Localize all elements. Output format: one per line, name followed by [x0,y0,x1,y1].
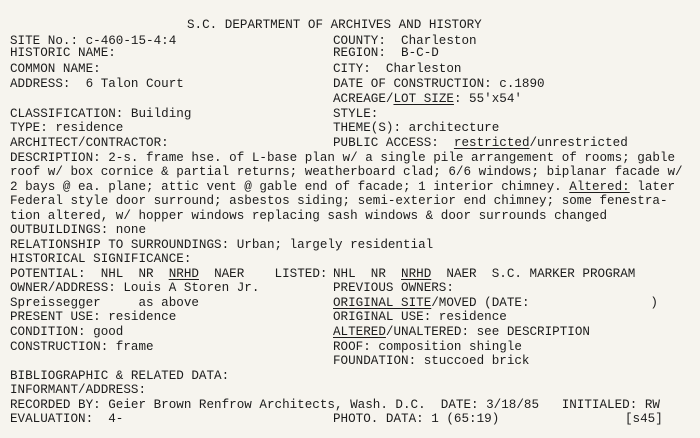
potential-a: POTENTIAL: NHL NR [10,267,169,281]
potential-c: NAER LISTED: [198,267,328,281]
lot-size-value: : 55'x54' [453,92,522,106]
city: CITY: Charleston [333,62,462,76]
common-name: COMMON NAME: [10,62,101,76]
historical-significance: HISTORICAL SIGNIFICANCE: [10,252,192,266]
altered-unaltered [333,324,590,340]
description-line-3-a: 2 bays @ ea. plane; attic vent @ gable end of facade; 1 interior chimney. [10,180,570,194]
owner-address: OWNER/ADDRESS: Louis A Storen Jr. [10,281,260,295]
style: STYLE: [333,107,379,121]
description-line-1: DESCRIPTION: 2-s. frame hse. of L-base plan w/ a single pile arrangement of rooms; gable [10,151,676,165]
original-use: ORIGINAL USE: residence [333,310,507,324]
public-access-label: PUBLIC ACCESS: [333,136,454,150]
public-access [333,135,628,151]
region: REGION: B-C-D [333,46,439,60]
altered-label: Altered: [569,180,630,194]
moved-date: /MOVED (DATE: ) [431,296,658,310]
public-access-unrestricted: /unrestricted [529,136,628,150]
acreage-label: ACREAGE/ [333,92,394,106]
public-access-restricted: restricted [453,136,530,150]
listed-a: NHL NR [333,267,402,281]
themes: THEME(S): architecture [333,121,500,135]
informant-address: INFORMANT/ADDRESS: [10,383,147,397]
description-line-3-c: later [629,180,676,194]
classification: CLASSIFICATION: Building [10,107,192,121]
county: COUNTY: Charleston [333,34,477,48]
photo-data: PHOTO. DATA: 1 (65:19) [333,412,500,426]
outbuildings: OUTBUILDINGS: none [10,223,147,237]
date-of-construction: DATE OF CONSTRUCTION: c.1890 [333,77,545,91]
listed-nrhd: NRHD [401,267,432,281]
construction: CONSTRUCTION: frame [10,340,154,354]
owner-address-line-2: Spreissegger as above [10,296,199,310]
condition: CONDITION: good [10,325,124,339]
lot-size-label: LOT SIZE [393,92,454,106]
architect-contractor: ARCHITECT/CONTRACTOR: [10,136,169,150]
address: ADDRESS: 6 Talon Court [10,77,184,91]
description-line-2: roof w/ box cornice & partial returns; weatherboard clad; 6/6 windows; biplanar facade w/ [10,165,683,179]
original-site-label: ORIGINAL SITE [333,296,432,310]
potential-nrhd: NRHD [168,267,199,281]
description-line-4: Federal style door surround; asbestos siding; semi-exterior end chimney; some fenestra- [10,194,668,208]
listed-c: NAER S.C. MARKER PROGRAM [431,267,636,281]
card-id: [s45] [625,412,663,426]
unaltered-text: /UNALTERED: see DESCRIPTION [385,325,590,339]
present-use: PRESENT USE: residence [10,310,177,324]
altered-underlined: ALTERED [333,325,386,339]
recorded-by: RECORDED BY: Geier Brown Renfrow Architects, Wash. D.C. DATE: 3/18/85 INITIALED: RW [10,398,660,412]
acreage-lot-size [333,91,522,107]
evaluation: EVALUATION: 4- [10,412,124,426]
description-line-5: tion altered, w/ hopper windows replacing sash windows & door surrounds changed [10,209,608,223]
type: TYPE: residence [10,121,124,135]
bibliographic-data: BIBLIOGRAPHIC & RELATED DATA: [10,369,230,383]
relationship-to-surroundings: RELATIONSHIP TO SURROUNDINGS: Urban; largely residential [10,238,434,252]
header-title: S.C. DEPARTMENT OF ARCHIVES AND HISTORY [187,18,482,32]
foundation: FOUNDATION: stuccoed brick [333,354,530,368]
previous-owners: PREVIOUS OWNERS: [333,281,454,295]
historic-name: HISTORIC NAME: [10,46,116,60]
site-number: SITE No.: c-460-15-4:4 [10,34,177,48]
roof: ROOF: composition shingle [333,340,522,354]
